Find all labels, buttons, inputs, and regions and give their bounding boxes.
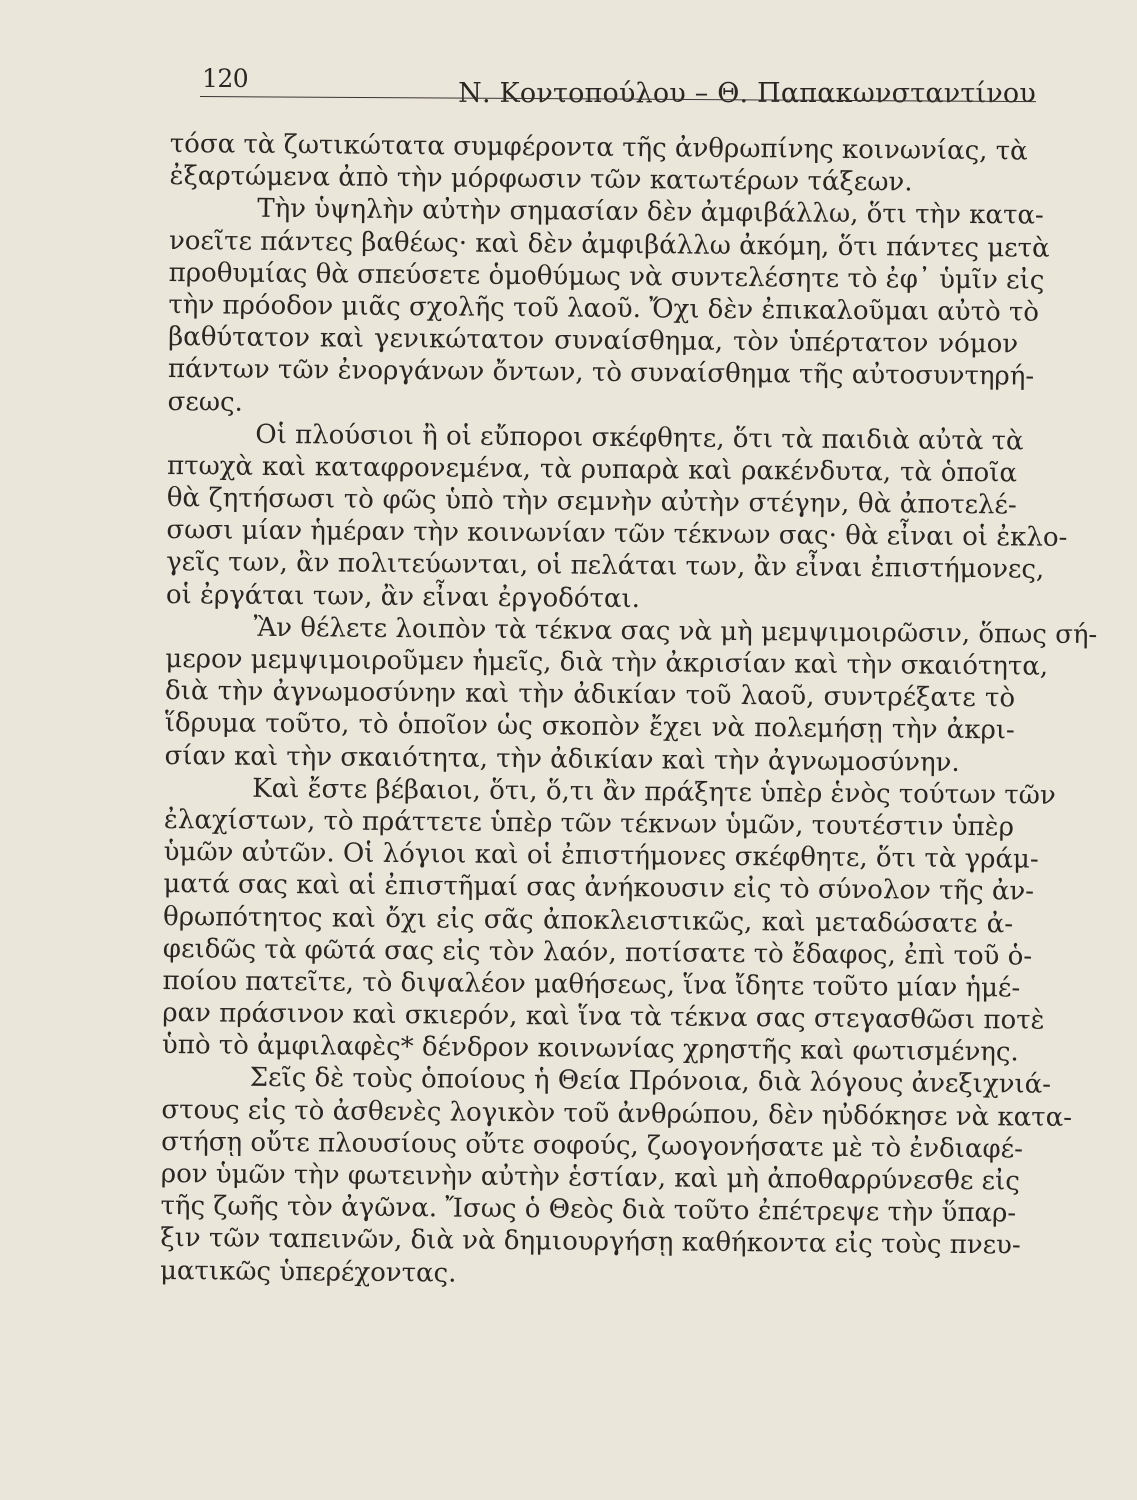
body-text xyxy=(159,128,1098,1294)
text-line: μερον μεμψιμοιροῦμεν ἡμεῖς, διὰ τὴν ἀκρισίαν καὶ τὴν σκαιότητα, xyxy=(165,643,1049,682)
text-line: πτωχὰ καὶ καταφρονεμένα, τὰ ρυπαρὰ καὶ ρακένδυτα, τὰ ὁποῖα xyxy=(166,450,1018,489)
text-line: σίαν καὶ τὴν σκαιότητα, τὴν ἀδικίαν καὶ τὴν ἀγνωμοσύνην. xyxy=(164,740,960,778)
paragraph xyxy=(169,128,1028,200)
page-header xyxy=(200,62,1036,114)
text-line: τόσα τὰ ζωτικώτατα συμφέροντα τῆς ἀνθρωπίνης κοινωνίας, τὰ xyxy=(169,128,1028,167)
text-line: ποίου πατεῖτε, τὸ διψαλέον μαθήσεως, ἵνα ἴδητε τοῦτο μίαν ἡμέ- xyxy=(162,965,1021,1004)
paragraph xyxy=(165,418,1068,619)
text-line: οἱ ἐργάται των, ἂν εἶναι ἐργοδόται. xyxy=(165,579,641,614)
text-line: πάντων τῶν ἐνοργάνων ὄντων, τὸ συναίσθημα τῆς αὐτοσυντηρή- xyxy=(167,354,1035,392)
text-line: γεῖς των, ἂν πολιτεύωνται, οἱ πελάται των, ἂν εἶναι ἐπιστήμονες, xyxy=(166,547,1045,586)
text-line: φειδῶς τὰ φῶτά σας εἰς τὸν λαόν, ποτίσατε τὸ ἔδαφος, ἐπὶ τοῦ ὁ- xyxy=(162,933,1033,972)
paragraph xyxy=(159,1061,1073,1294)
text-line: νοεῖτε πάντες βαθέως· καὶ δὲν ἀμφιβάλλω ἀκόμη, ὅτι πάντες μετὰ xyxy=(168,225,1050,264)
text-line: Ἂν θέλετε λοιπὸν τὰ τέκνα σας νὰ μὴ μεμψιμοιρῶσιν, ὅπως σή- xyxy=(253,612,1098,650)
paragraph xyxy=(167,192,1050,425)
text-line: Οἱ πλούσιοι ἢ οἱ εὔποροι σκέφθητε, ὅτι τὰ παιδιὰ αὐτὰ τὰ xyxy=(255,419,1024,457)
text-line: στήσῃ οὔτε πλουσίους οὔτε σοφούς, ζωογονήσατε μὲ τὸ ἐνδιαφέ- xyxy=(161,1126,1024,1165)
text-line: Τὴν ὑψηλὴν αὐτὴν σημασίαν δὲν ἀμφιβάλλω, ὅτι τὴν κατα- xyxy=(257,194,1044,232)
text-line: θὰ ζητήσωσι τὸ φῶς ὑπὸ τὴν σεμνὴν αὐτὴν στέγην, θὰ ἀποτελέ- xyxy=(166,483,1017,521)
text-line: ξιν τῶν ταπεινῶν, διὰ νὰ δημιουργήσῃ καθήκοντα εἰς τοὺς πνευ- xyxy=(160,1223,1021,1261)
text-line: ματά σας καὶ αἱ ἐπιστῆμαί σας ἀνήκουσιν εἰς τὸ σύνολον τῆς ἀν- xyxy=(163,869,1035,907)
text-line: ματικῶς ὑπερέχοντας. xyxy=(159,1255,457,1289)
page-number: 120 xyxy=(202,64,249,93)
text-line: ἐξαρτώμενα ἀπὸ τὴν μόρφωσιν τῶν κατωτέρων τάξεων. xyxy=(169,161,913,198)
text-line: ρον ὑμῶν τὴν φωτεινὴν αὐτὴν ἑστίαν, καὶ μὴ ἀποθαρρύνεσθε εἰς xyxy=(160,1158,1020,1197)
text-line: διὰ τὴν ἀγνωμοσύνην καὶ τὴν ἀδικίαν τοῦ λαοῦ, συντρέξατε τὸ xyxy=(164,676,1016,714)
paragraph xyxy=(161,772,1056,1069)
text-line: Σεῖς δὲ τοὺς ὁποίους ἡ Θεία Πρόνοια, διὰ λόγους ἀνεξιχνιά- xyxy=(249,1063,1052,1101)
text-line: προθυμίας θὰ σπεύσετε ὁμοθύμως νὰ συντελέσητε τὸ ἐφ᾽ ὑμῖν εἰς xyxy=(168,257,1045,296)
text-line: σωσι μίαν ἡμέραν τὴν κοινωνίαν τῶν τέκνων σας· θὰ εἶναι οἱ ἐκλο- xyxy=(166,515,1068,554)
text-line: ἐλαχίστων, τὸ πράττετε ὑπὲρ τῶν τέκνων ὑμῶν, τουτέστιν ὑπὲρ xyxy=(163,804,1015,843)
text-line: στους εἰς τὸ ἀσθενὲς λογικὸν τοῦ ἀνθρώπου, δὲν ηὐδόκησε νὰ κατα- xyxy=(161,1094,1073,1133)
text-line: σεως. xyxy=(167,386,243,418)
text-line: θρωπότητος καὶ ὄχι εἰς σᾶς ἀποκλειστικῶς, καὶ μεταδώσατε ἀ- xyxy=(162,901,1014,939)
text-line: τὴν πρόοδον μιᾶς σχολῆς τοῦ λαοῦ. Ὄχι δὲν ἐπικαλοῦμαι αὐτὸ τὸ xyxy=(168,289,1040,328)
text-line: ἵδρυμα τοῦτο, τὸ ὁποῖον ὡς σκοπὸν ἔχει νὰ πολεμήσῃ τὴν ἀκρι- xyxy=(164,708,1015,746)
text-line: ὑπὸ τὸ ἀμφιλαφὲς* δένδρον κοινωνίας χρηστῆς καὶ φωτισμένης. xyxy=(161,1030,1019,1068)
text-line: τῆς ζωῆς τὸν ἀγῶνα. Ἴσως ὁ Θεὸς διὰ τοῦτο ἐπέτρεψε τὴν ὕπαρ- xyxy=(160,1191,1017,1229)
text-line: ραν πράσινον καὶ σκιερόν, καὶ ἵνα τὰ τέκνα σας στεγασθῶσι ποτὲ xyxy=(162,998,1045,1036)
text-line: Καὶ ἔστε βέβαιοι, ὅτι, ὅ,τι ἂν πράξητε ὑπὲρ ἑνὸς τούτων τῶν xyxy=(252,773,1056,811)
running-head: Ν. Κοντοπούλου – Θ. Παπακωνσταντίνου xyxy=(458,78,1036,109)
text-line: βαθύτατον καὶ γενικώτατον συναίσθημα, τὸν ὑπέρτατον νόμον xyxy=(168,322,1019,360)
paragraph xyxy=(164,611,1098,779)
text-line: ὑμῶν αὐτῶν. Οἱ λόγιοι καὶ οἱ ἐπιστήμονες σκέφθητε, ὅτι τὰ γράμ- xyxy=(163,837,1039,875)
